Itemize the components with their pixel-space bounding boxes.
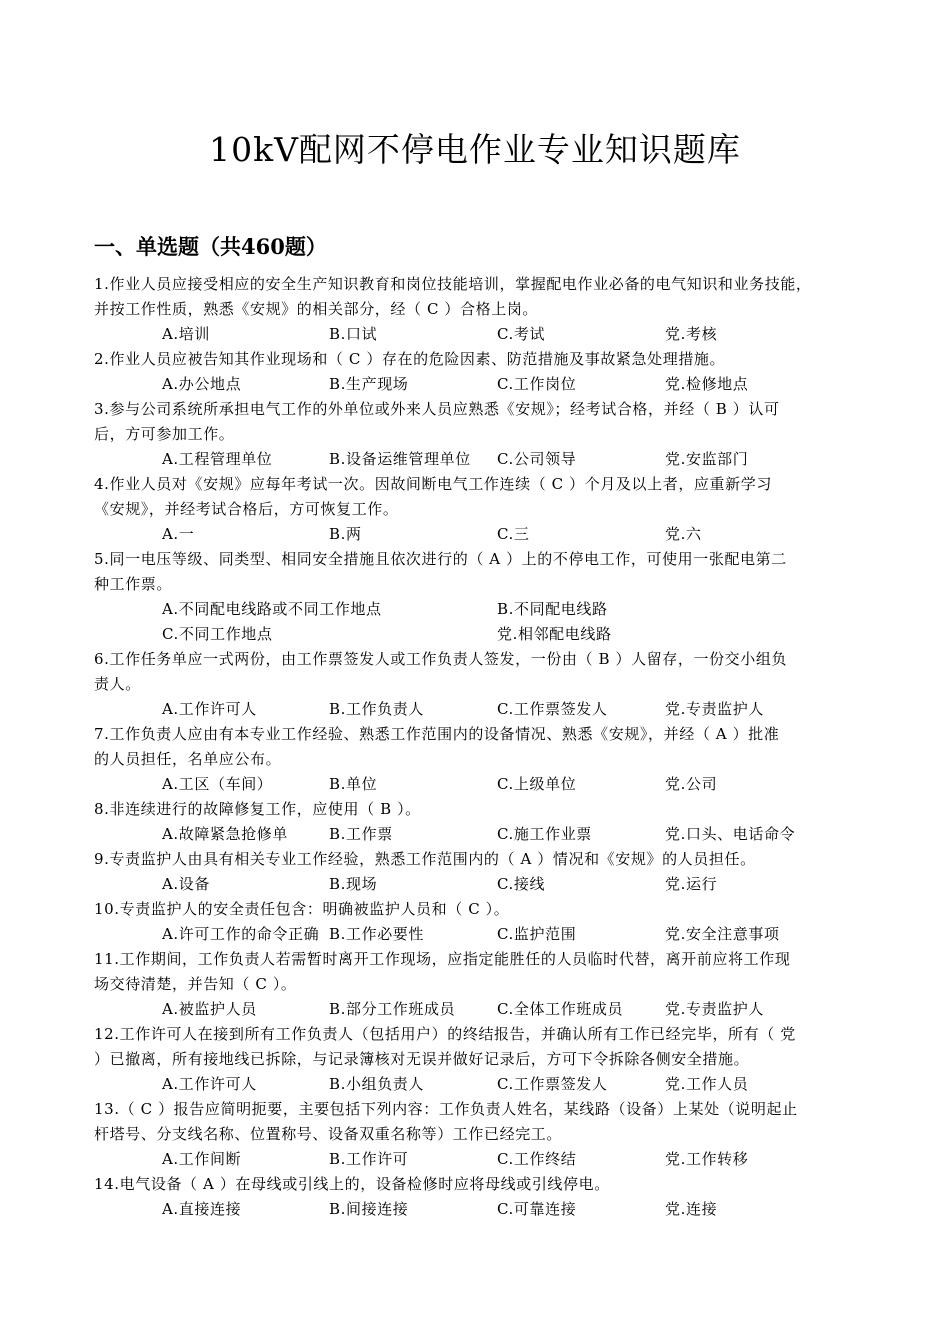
answer-option: 党.口头、电话命令	[665, 825, 796, 843]
answer-option: C.接线	[497, 875, 546, 893]
option-row	[94, 772, 864, 797]
question-item	[94, 272, 864, 347]
answer-option: C.全体工作班成员	[497, 1000, 624, 1018]
answer-option: B.间接连接	[329, 1200, 409, 1218]
answer-option: A.许可工作的命令正确	[162, 925, 320, 943]
answer-option: C.工作票签发人	[497, 1075, 608, 1093]
question-item	[94, 847, 864, 897]
answer-option: C.公司领导	[497, 450, 577, 468]
answer-option: A.工作间断	[162, 1150, 242, 1168]
answer-option: 党.工作转移	[665, 1150, 749, 1168]
question-item	[94, 897, 864, 947]
question-text: 11.工作期间，工作负责人若需暂时离开工作现场，应指定能胜任的人员临时代替，离开前应将工作现	[94, 950, 791, 968]
question-text: 4.作业人员对《安规》应每年考试一次。因故间断电气工作连续（ C ）个月及以上者，应重新学习	[94, 475, 772, 493]
answer-option: C.工作终结	[497, 1150, 577, 1168]
question-item	[94, 1172, 864, 1222]
answer-option: C.考试	[497, 325, 546, 343]
option-row	[94, 922, 864, 947]
answer-option: C.施工作业票	[497, 825, 592, 843]
answer-option: C.可靠连接	[497, 1200, 577, 1218]
question-text: 10.专责监护人的安全责任包含：明确被监护人员和（ C ）。	[94, 900, 510, 918]
option-row	[94, 622, 864, 647]
answer-option: 党.公司	[665, 775, 718, 793]
answer-option: 党.安全注意事项	[665, 925, 780, 943]
answer-option: 党.专责监护人	[665, 700, 764, 718]
answer-option: 党.专责监护人	[665, 1000, 764, 1018]
option-row	[94, 447, 864, 472]
question-text: 1.作业人员应接受相应的安全生产知识教育和岗位技能培训，掌握配电作业必备的电气知识和业务技能，	[94, 275, 812, 293]
answer-option: A.工区（车间）	[162, 775, 273, 793]
option-row	[94, 1197, 864, 1222]
answer-option: B.工作许可	[329, 1150, 409, 1168]
question-text: 7.工作负责人应由有本专业工作经验、熟悉工作范围内的设备情况、熟悉《安规》，并经（ A ）批准	[94, 725, 780, 743]
document-title: 10kV配网不停电作业专业知识题库	[209, 130, 741, 169]
answer-option: A.设备	[162, 875, 211, 893]
answer-option: 党.安监部门	[665, 450, 749, 468]
question-item	[94, 397, 864, 472]
option-row	[94, 872, 864, 897]
answer-option: 党.工作人员	[665, 1075, 749, 1093]
answer-option: C.不同工作地点	[162, 625, 273, 643]
question-text: 8.非连续进行的故障修复工作，应使用（ B ）。	[94, 800, 421, 818]
question-text: 6.工作任务单应一式两份，由工作票签发人或工作负责人签发，一份由（ B ）人留存，一份交小组负	[94, 650, 788, 668]
answer-option: 党.运行	[665, 875, 718, 893]
question-text: 2.作业人员应被告知其作业现场和（ C ）存在的危险因素、防范措施及事故紧急处理措施。	[94, 350, 726, 368]
answer-option: C.监护范围	[497, 925, 577, 943]
question-item	[94, 1097, 864, 1172]
question-text: 3.参与公司系统所承担电气工作的外单位或外来人员应熟悉《安规》；经考试合格，并经（ B ）认可	[94, 400, 780, 418]
question-item	[94, 722, 864, 797]
answer-option: 党.相邻配电线路	[497, 625, 612, 643]
answer-option: B.设备运维管理单位	[329, 450, 471, 468]
question-text: 9.专责监护人由具有相关专业工作经验，熟悉工作范围内的（ A ）情况和《安规》的人员担任。	[94, 850, 756, 868]
answer-option: A.工程管理单位	[162, 450, 273, 468]
answer-option: C.工作岗位	[497, 375, 577, 393]
answer-option: A.被监护人员	[162, 1000, 257, 1018]
answer-option: A.故障紧急抢修单	[162, 825, 289, 843]
answer-option: B.生产现场	[329, 375, 409, 393]
answer-option: 党.检修地点	[665, 375, 749, 393]
question-item	[94, 947, 864, 1022]
answer-option: B.口试	[329, 325, 378, 343]
option-row	[94, 1147, 864, 1172]
answer-option: A.不同配电线路或不同工作地点	[162, 600, 382, 618]
answer-option: 党.六	[665, 525, 702, 543]
option-row	[94, 597, 864, 622]
answer-option: B.小组负责人	[329, 1075, 424, 1093]
question-item	[94, 797, 864, 847]
option-row	[94, 1072, 864, 1097]
answer-option: B.工作负责人	[329, 700, 424, 718]
question-text: 5.同一电压等级、同类型、相同安全措施且依次进行的（ A ）上的不停电工作，可使用一张配电第二	[94, 550, 787, 568]
answer-option: C.上级单位	[497, 775, 577, 793]
answer-option: A.培训	[162, 325, 211, 343]
question-item	[94, 547, 864, 647]
answer-option: B.工作必要性	[329, 925, 424, 943]
answer-option: A.工作许可人	[162, 700, 257, 718]
question-text: 并按工作性质，熟悉《安规》的相关部分，经（ C ）合格上岗。	[94, 300, 539, 318]
answer-option: 党.连接	[665, 1200, 718, 1218]
answer-option: A.工作许可人	[162, 1075, 257, 1093]
answer-option: C.工作票签发人	[497, 700, 608, 718]
question-item	[94, 472, 864, 547]
question-text: 13.（ C ）报告应简明扼要，主要包括下列内容：工作负责人姓名，某线路（设备）上某处（说明起止	[94, 1100, 798, 1118]
section-heading: 一、单选题（共460题）	[94, 234, 327, 259]
question-text: 责人。	[94, 675, 141, 693]
question-item	[94, 347, 864, 397]
answer-option: A.一	[162, 525, 195, 543]
question-text: 场交待清楚，并告知（ C ）。	[94, 975, 297, 993]
answer-option: A.办公地点	[162, 375, 242, 393]
answer-option: B.部分工作班成员	[329, 1000, 456, 1018]
answer-option: C.三	[497, 525, 530, 543]
option-row	[94, 697, 864, 722]
question-text: 12.工作许可人在接到所有工作负责人（包括用户）的终结报告，并确认所有工作已经完毕，所有（ 党	[94, 1025, 796, 1043]
question-text: 的人员担任，名单应公布。	[94, 750, 282, 768]
option-row	[94, 522, 864, 547]
question-text: 后，方可参加工作。	[94, 425, 235, 443]
option-row	[94, 997, 864, 1022]
option-row	[94, 822, 864, 847]
option-row	[94, 322, 864, 347]
answer-option: A.直接连接	[162, 1200, 242, 1218]
answer-option: B.工作票	[329, 825, 393, 843]
question-text: 《安规》，并经考试合格后，方可恢复工作。	[94, 500, 399, 518]
option-row	[94, 372, 864, 397]
answer-option: B.两	[329, 525, 362, 543]
question-item	[94, 647, 864, 722]
question-text: 杆塔号、分支线名称、位置称号、设备双重名称等）工作已经完工。	[94, 1125, 563, 1143]
question-text: ）已撤离，所有接地线已拆除，与记录簿核对无误并做好记录后，方可下令拆除各侧安全措施。	[94, 1050, 750, 1068]
answer-option: B.现场	[329, 875, 378, 893]
question-list	[94, 272, 864, 1222]
question-text: 种工作票。	[94, 575, 173, 593]
question-item	[94, 1022, 864, 1097]
answer-option: B.单位	[329, 775, 378, 793]
answer-option: B.不同配电线路	[497, 600, 608, 618]
question-text: 14.电气设备（ A ）在母线或引线上的，设备检修时应将母线或引线停电。	[94, 1175, 610, 1193]
answer-option: 党.考核	[665, 325, 718, 343]
